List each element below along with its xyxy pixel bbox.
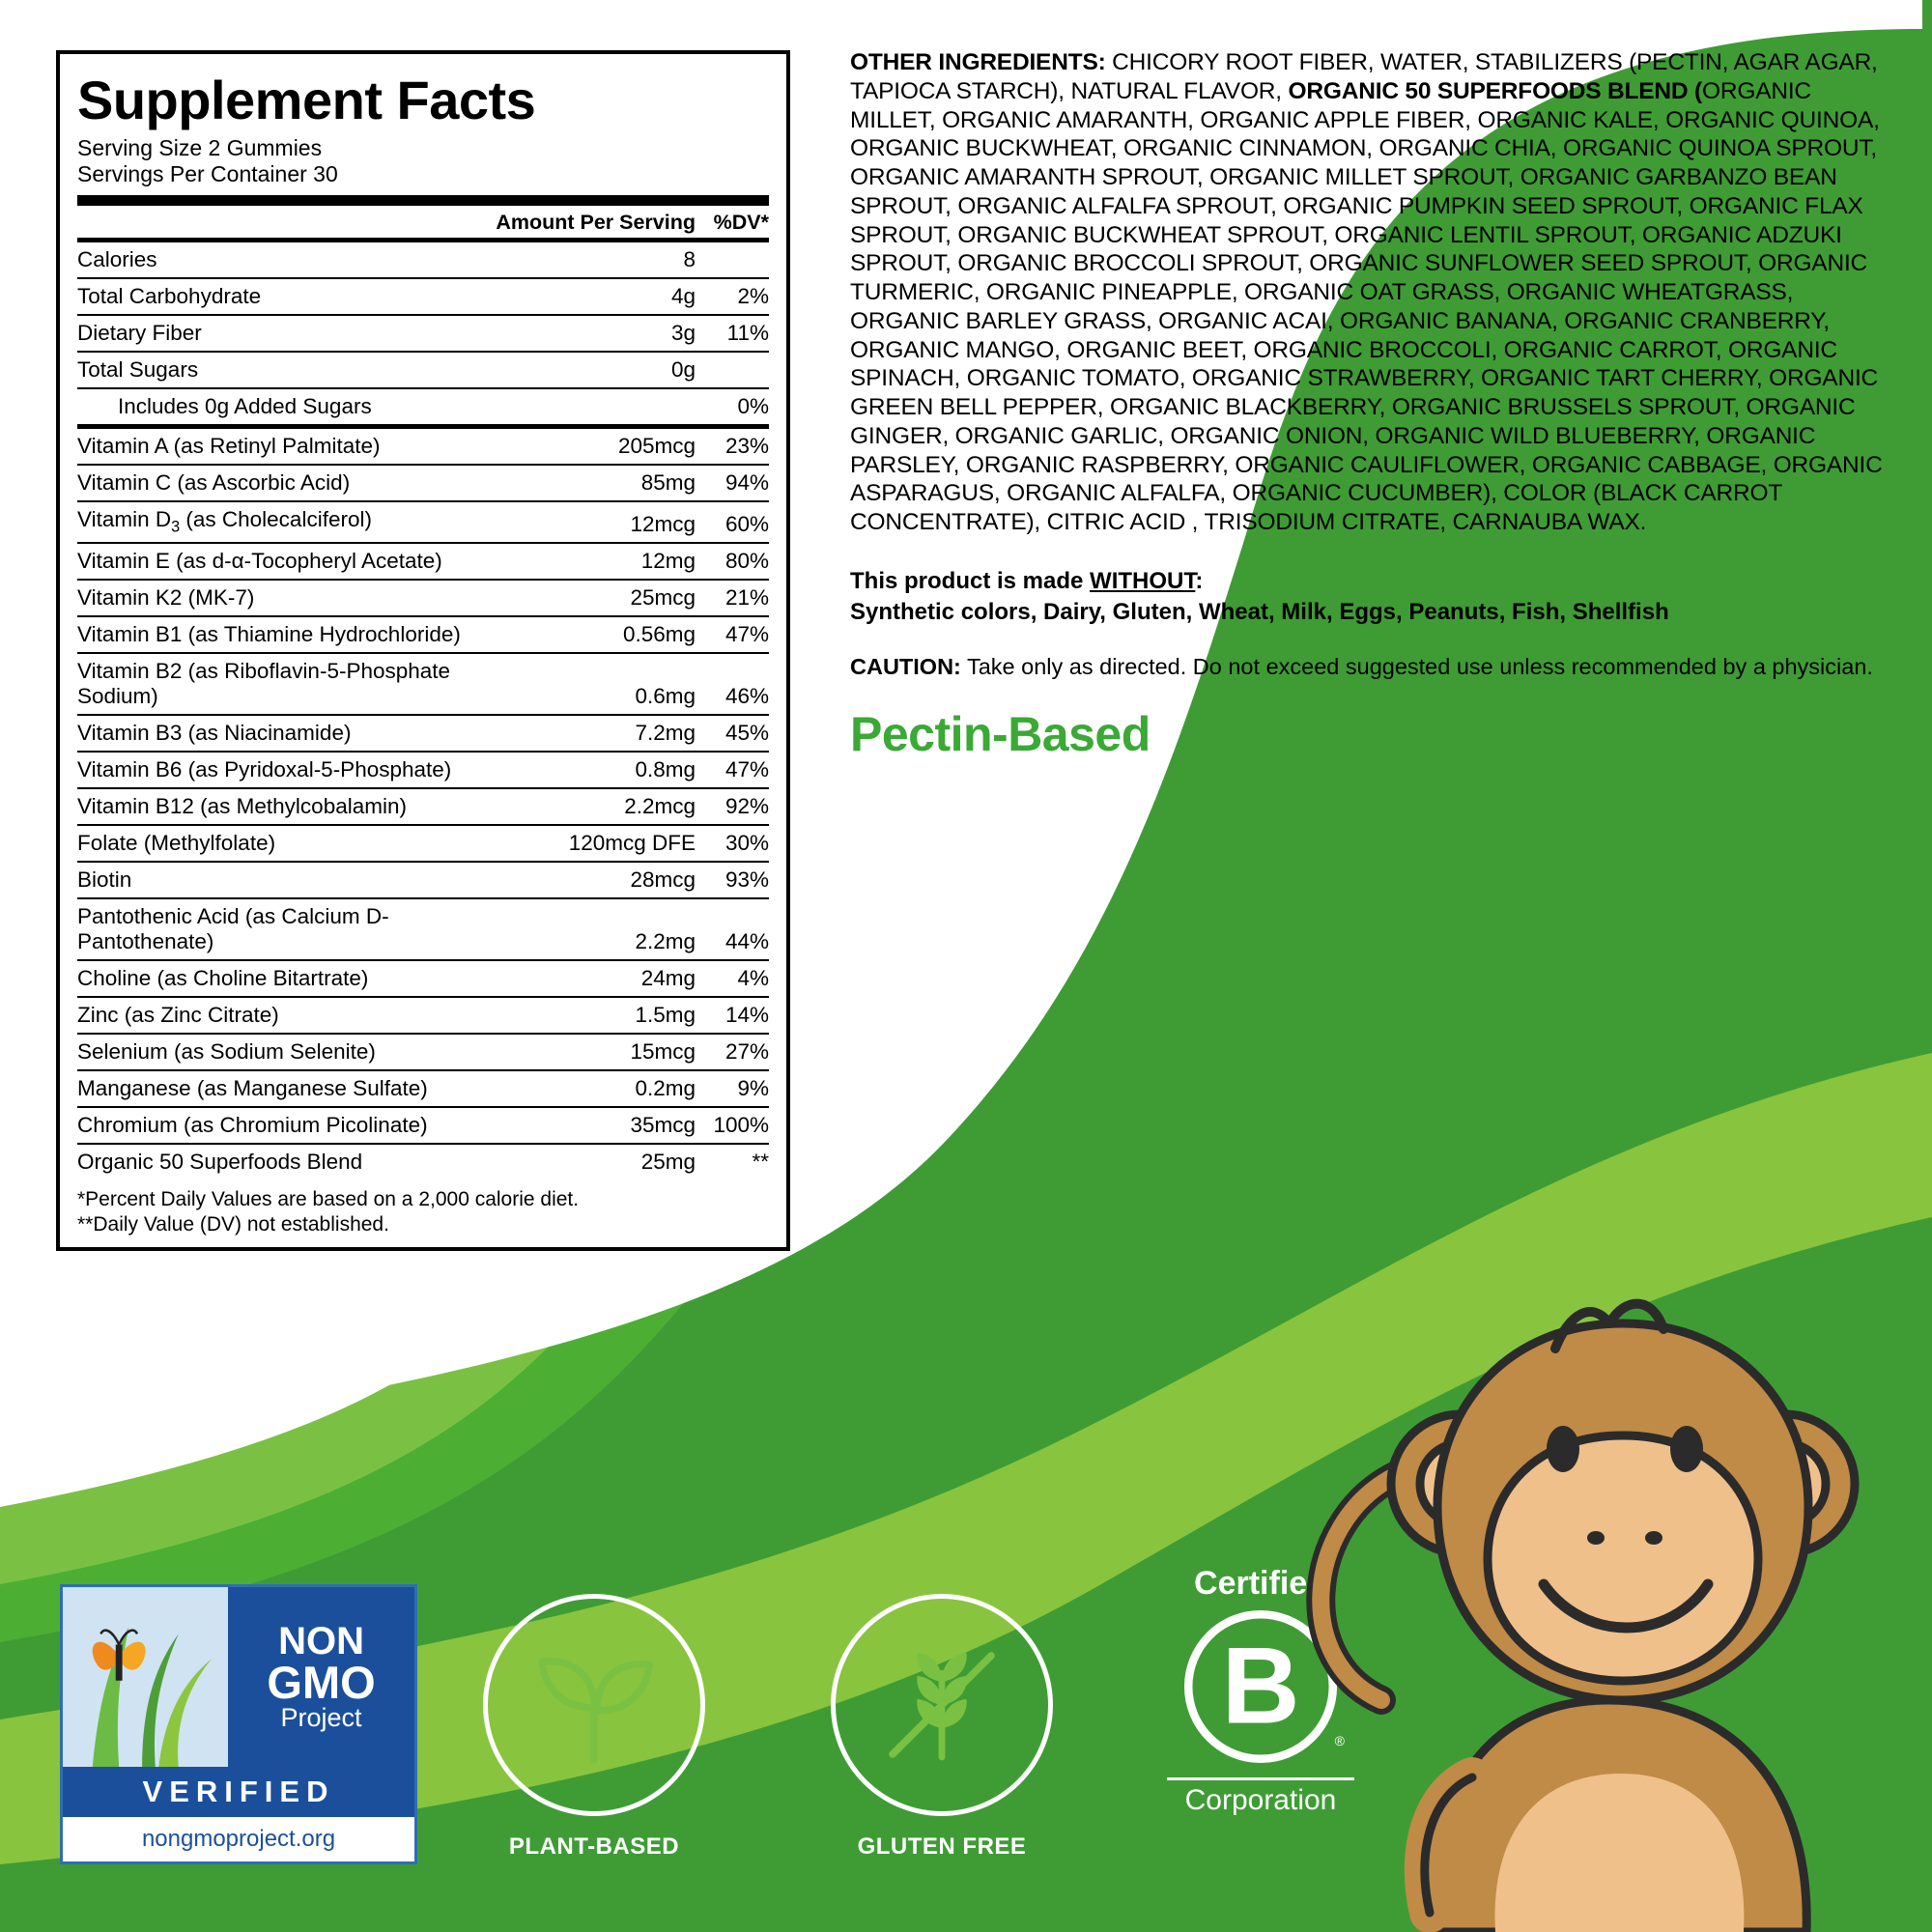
nutrient-name: Vitamin B1 (as Thiamine Hydrochloride)	[77, 616, 496, 653]
supplement-facts-table	[77, 206, 769, 1179]
table-row	[77, 465, 769, 501]
table-row	[77, 315, 769, 352]
nutrient-daily-value: 93%	[696, 862, 769, 898]
nutrient-daily-value: 92%	[696, 788, 769, 825]
nutrient-amount: 4g	[496, 278, 696, 315]
table-row	[77, 752, 769, 788]
leaf-icon	[522, 1633, 667, 1777]
nutrient-name: Calories	[77, 241, 496, 279]
other-ingredients-paragraph	[850, 48, 1886, 537]
nutrient-daily-value: 47%	[696, 752, 769, 788]
nutrient-name: Vitamin B12 (as Methylcobalamin)	[77, 788, 496, 825]
nutrient-name: Vitamin B6 (as Pyridoxal-5-Phosphate)	[77, 752, 496, 788]
footnote-percent-dv: *Percent Daily Values are based on a 2,000 calorie diet.	[77, 1187, 580, 1210]
gluten-free-label: GLUTEN FREE	[857, 1833, 1027, 1860]
nutrient-name: Pantothenic Acid (as Calcium D-Pantothenate)	[77, 898, 496, 960]
non-gmo-non-text: NON	[278, 1620, 364, 1663]
table-row	[77, 388, 769, 427]
page-title: Supplement Facts	[77, 70, 536, 130]
nutrient-name: Chromium (as Chromium Picolinate)	[77, 1107, 496, 1144]
nutrient-amount: 0.56mg	[496, 616, 696, 653]
nutrient-amount: 0.6mg	[496, 653, 696, 715]
col-daily-value: %DV*	[713, 211, 769, 235]
table-row	[77, 788, 769, 825]
table-row	[77, 580, 769, 616]
nutrient-name: Includes 0g Added Sugars	[77, 388, 496, 427]
table-row	[77, 653, 769, 715]
butterfly-grass-icon	[63, 1587, 228, 1767]
nutrient-daily-value	[696, 352, 769, 388]
nutrient-amount: 12mg	[496, 543, 696, 580]
nutrient-daily-value: 21%	[696, 580, 769, 616]
table-row	[77, 715, 769, 752]
monkey-mascot-illustration	[1236, 1159, 1932, 1932]
nutrient-daily-value: 47%	[696, 616, 769, 653]
plant-based-circle	[483, 1594, 705, 1816]
bcorp-certified-label: Certified	[1194, 1565, 1327, 1602]
divider-thick	[77, 195, 769, 206]
nutrient-amount: 35mcg	[496, 1107, 696, 1144]
nutrient-daily-value: 23%	[696, 427, 769, 466]
table-header-row	[77, 206, 769, 241]
made-without-headline	[850, 566, 1886, 597]
nutrient-name: Total Sugars	[77, 352, 496, 388]
table-row	[77, 241, 769, 279]
nutrient-name: Vitamin K2 (MK-7)	[77, 580, 496, 616]
nutrient-daily-value: 0%	[696, 388, 769, 427]
nutrient-daily-value: 4%	[696, 960, 769, 997]
non-gmo-verified-text: VERIFIED	[63, 1767, 414, 1817]
nutrient-name: Choline (as Choline Bitartrate)	[77, 960, 496, 997]
made-without-emphasis: WITHOUT	[1090, 568, 1196, 595]
table-row	[77, 352, 769, 388]
nutrient-daily-value: 45%	[696, 715, 769, 752]
non-gmo-project-text: Project	[280, 1703, 362, 1733]
nutrient-name: Manganese (as Manganese Sulfate)	[77, 1070, 496, 1107]
nutrient-name: Selenium (as Sodium Selenite)	[77, 1034, 496, 1070]
bcorp-corporation-label: Corporation	[1184, 1784, 1337, 1816]
nutrient-amount: 1.5mg	[496, 997, 696, 1034]
footnote-dv-not-established: **Daily Value (DV) not established.	[77, 1213, 389, 1236]
pectin-based-headline: Pectin-Based	[850, 707, 1151, 762]
nutrient-name: Organic 50 Superfoods Blend	[77, 1144, 496, 1179]
nutrient-amount: 12mcg	[496, 501, 696, 543]
nutrient-daily-value: 80%	[696, 543, 769, 580]
caution-block	[850, 652, 1886, 682]
table-row	[77, 898, 769, 960]
nutrient-name: Vitamin E (as d-α-Tocopheryl Acetate)	[77, 543, 496, 580]
made-without-list: Synthetic colors, Dairy, Gluten, Wheat, Milk, Eggs, Peanuts, Fish, Shellfish	[850, 599, 1669, 626]
table-row	[77, 960, 769, 997]
nutrient-amount	[496, 388, 696, 427]
nutrient-daily-value: 11%	[696, 315, 769, 352]
made-without-prefix: This product is made	[850, 568, 1091, 595]
nutrient-name: Folate (Methylfolate)	[77, 825, 496, 862]
caution-text: Take only as directed. Do not exceed suggested use unless recommended by a physician.	[960, 653, 1873, 679]
nutrient-amount: 28mcg	[496, 862, 696, 898]
nutrient-daily-value: 2%	[696, 278, 769, 315]
nutrient-name: Vitamin A (as Retinyl Palmitate)	[77, 427, 496, 466]
caution-label: CAUTION:	[850, 653, 961, 679]
nutrient-name: Vitamin $D_3$ (as Cholecalciferol)	[77, 501, 496, 543]
supplement-facts-panel	[56, 50, 790, 1251]
superfoods-blend-body: ORGANIC MILLET, ORGANIC AMARANTH, ORGANIC APPLE FIBER, ORGANIC KALE, ORGANIC QUINOA, ORGANIC BUCKWHEAT, ORGANIC CINNAMON, ORGANIC CHIA, ORGANIC QUINOA SPROUT, ORGANIC AMARANTH SPROUT, ORGANIC MILLET SPROUT, ORGANIC GARBANZO BEAN SPROUT, ORGANIC ALFALFA SPROUT, ORGANIC PUMPKIN SEED SPROUT, ORGANIC FLAX SPROUT, ORGANIC BUCKWHEAT SPROUT, ORGANIC LENTIL SPROUT, ORGANIC ADZUKI SPROUT, ORGANIC BROCCOLI SPROUT, ORGANIC SUNFLOWER SEED SPROUT, ORGANIC TURMERIC, ORGANIC PINEAPPLE, ORGANIC OAT GRASS, ORGANIC WHEATGRASS, ORGANIC BARLEY GRASS, ORGANIC ACAI, ORGANIC BANANA, ORGANIC CRANBERRY, ORGANIC MANGO, ORGANIC BEET, ORGANIC BROCCOLI, ORGANIC CARROT, ORGANIC SPINACH, ORGANIC TOMATO, ORGANIC STRAWBERRY, ORGANIC TART CHERRY, ORGANIC GREEN BELL PEPPER, ORGANIC BLACKBERRY, ORGANIC BRUSSELS SPROUT, ORGANIC GINGER, ORGANIC GARLIC, ORGANIC ONION, ORGANIC WILD BLUEBERRY, ORGANIC PARSLEY, ORGANIC RASPBERRY, ORGANIC CAULIFLOWER, ORGANIC CABBAGE, ORGANIC ASPARAGUS, ORGANIC ALFALFA, ORGANIC CUCUMBER), COLOR (BLACK CARROT CONCENTRATE), CITRIC ACID , TRISODIUM CITRATE, CARNAUBA WAX.	[850, 77, 1883, 536]
non-gmo-project-verified-badge	[60, 1584, 417, 1864]
nutrient-daily-value: 44%	[696, 898, 769, 960]
nutrient-name: Vitamin C (as Ascorbic Acid)	[77, 465, 496, 501]
table-row	[77, 1070, 769, 1107]
svg-text:B: B	[1221, 1624, 1300, 1747]
table-row	[77, 1144, 769, 1179]
non-gmo-url-text: nongmoproject.org	[63, 1817, 414, 1861]
table-row	[77, 1034, 769, 1070]
nutrient-name: Dietary Fiber	[77, 315, 496, 352]
nutrient-amount: 7.2mg	[496, 715, 696, 752]
right-column	[850, 48, 1886, 762]
nutrient-daily-value: 30%	[696, 825, 769, 862]
plant-based-badge	[483, 1594, 705, 1861]
nutrient-daily-value: 94%	[696, 465, 769, 501]
nutrient-daily-value: 46%	[696, 653, 769, 715]
nutrient-daily-value: 14%	[696, 997, 769, 1034]
non-gmo-gmo-text: GMO	[267, 1657, 376, 1709]
table-row	[77, 1107, 769, 1144]
plant-based-label: PLANT-BASED	[508, 1833, 680, 1860]
table-row	[77, 501, 769, 543]
nutrient-daily-value: 9%	[696, 1070, 769, 1107]
table-row	[77, 862, 769, 898]
nutrient-daily-value: **	[696, 1144, 769, 1179]
nutrient-name: Zinc (as Zinc Citrate)	[77, 997, 496, 1034]
servings-per-container: Servings Per Container 30	[77, 161, 338, 187]
nutrient-amount: 25mcg	[496, 580, 696, 616]
nutrient-daily-value: 27%	[696, 1034, 769, 1070]
nutrient-amount: 0g	[496, 352, 696, 388]
superfoods-blend-label: ORGANIC 50 SUPERFOODS BLEND (	[1288, 77, 1702, 104]
nutrient-amount: 25mg	[496, 1144, 696, 1179]
nutrient-amount: 2.2mg	[496, 898, 696, 960]
serving-size: Serving Size 2 Gummies	[77, 135, 323, 160]
made-without-block	[850, 566, 1886, 629]
nutrient-daily-value: 100%	[696, 1107, 769, 1144]
made-without-colon: :	[1195, 568, 1204, 595]
table-row	[77, 616, 769, 653]
nutrient-amount: 2.2mcg	[496, 788, 696, 825]
table-row	[77, 543, 769, 580]
nutrient-amount: 3g	[496, 315, 696, 352]
nutrient-amount: 85mg	[496, 465, 696, 501]
nutrient-amount: 0.8mg	[496, 752, 696, 788]
nutrient-amount: 205mcg	[496, 427, 696, 466]
footnotes	[77, 1179, 769, 1238]
nutrient-name: Total Carbohydrate	[77, 278, 496, 315]
nutrient-amount: 8	[496, 241, 696, 279]
nutrient-name: Vitamin B2 (as Riboflavin-5-Phosphate Sodium)	[77, 653, 496, 715]
nutrient-name: Vitamin B3 (as Niacinamide)	[77, 715, 496, 752]
ingredients-pre-blend: CHICORY ROOT FIBER, WATER, STABILIZERS (PECTIN, AGAR AGAR, TAPIOCA STARCH), NATURAL FLAVOR,	[850, 49, 1878, 104]
nutrient-name: Biotin	[77, 862, 496, 898]
wheat-crossed-icon	[869, 1633, 1014, 1777]
other-ingredients-heading: OTHER INGREDIENTS:	[850, 49, 1106, 75]
table-row	[77, 997, 769, 1034]
nutrient-amount: 24mg	[496, 960, 696, 997]
bcorp-registered-mark: ®	[1334, 1733, 1345, 1748]
gluten-free-badge	[831, 1594, 1053, 1861]
nutrient-amount: 0.2mg	[496, 1070, 696, 1107]
table-row	[77, 427, 769, 466]
col-amount-per-serving: Amount Per Serving	[496, 211, 696, 235]
gluten-free-circle	[831, 1594, 1053, 1816]
nutrient-amount: 15mcg	[496, 1034, 696, 1070]
nutrient-daily-value	[696, 241, 769, 279]
table-row	[77, 278, 769, 315]
nutrient-daily-value: 60%	[696, 501, 769, 543]
nutrient-amount: 120mcg DFE	[496, 825, 696, 862]
table-row	[77, 825, 769, 862]
